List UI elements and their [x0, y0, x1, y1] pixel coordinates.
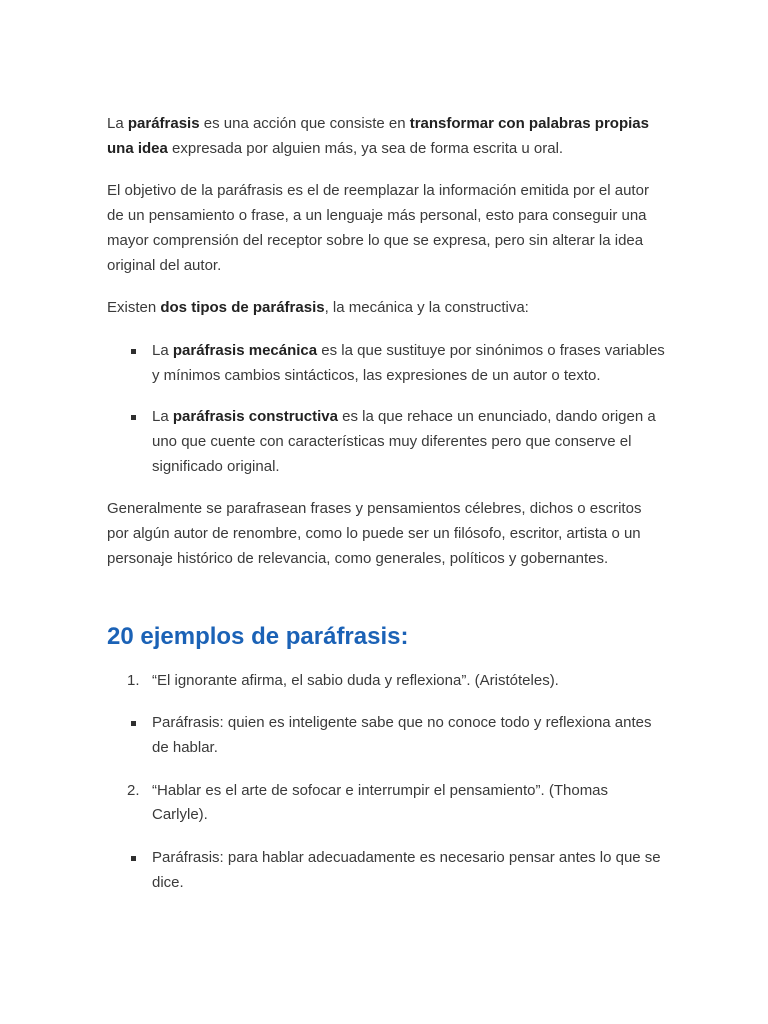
- intro-text-2: es una acción que consiste en: [199, 115, 410, 132]
- types-list: [107, 339, 667, 480]
- example-paraphrase-2: [107, 846, 667, 895]
- examples-heading: 20 ejemplos de paráfrasis:: [107, 622, 409, 650]
- example-paraphrase-1: [107, 711, 667, 760]
- article-body: [107, 112, 667, 913]
- square-bullet-icon: [131, 415, 136, 420]
- example-quote-text: “El ignorante afirma, el sabio duda y reflexiona”. (Aristóteles).: [152, 671, 559, 689]
- examples-list: [107, 669, 667, 896]
- list-item-constructiva: [107, 405, 667, 479]
- example-number: 2.: [127, 781, 140, 799]
- general-paragraph: Generalmente se parafrasean frases y pensamientos célebres, dichos o escritos por algún autor de renombre, como lo puede ser un filósofo, escritor, artista o un personaje histórico de relevancia, como generales, políticos y gobernantes.: [107, 500, 642, 567]
- type-text-1: La: [152, 341, 173, 359]
- square-bullet-icon: [131, 349, 136, 354]
- type-bold: paráfrasis constructiva: [172, 408, 338, 426]
- types-intro-text-2: , la mecánica y la constructiva:: [324, 299, 529, 317]
- intro-text-3: expresada por alguien más, ya sea de forma escrita u oral.: [167, 139, 564, 157]
- type-text-1: La: [152, 408, 173, 426]
- example-quote-1: [107, 669, 667, 694]
- objective-paragraph: El objetivo de la paráfrasis es el de reemplazar la información emitida por el autor de un pensamiento o frase, a un lenguaje más personal, esto para conseguir una mayor comprensión del receptor sobre lo que se expresa, pero sin alterar la idea original del autor.: [107, 182, 649, 274]
- example-paraphrase-text: Paráfrasis: para hablar adecuadamente es necesario pensar antes lo que se dice.: [152, 849, 661, 891]
- example-paraphrase-text: Paráfrasis: quien es inteligente sabe que no conoce todo y reflexiona antes de hablar.: [152, 714, 652, 756]
- list-item-mecanica: [107, 339, 667, 388]
- example-number: 1.: [127, 671, 140, 689]
- intro-paragraph: [107, 112, 667, 161]
- types-intro-bold: dos tipos de paráfrasis: [160, 299, 325, 317]
- types-intro-paragraph: [107, 296, 667, 321]
- intro-bold-1: paráfrasis: [127, 115, 200, 132]
- type-text-2: es la que sustituye por sinónimos o frases variables y mínimos cambios sintácticos, las expresiones de un autor o texto.: [152, 341, 665, 384]
- intro-bold-2: transformar con palabras propias una idea: [107, 115, 649, 157]
- type-bold: paráfrasis mecánica: [172, 341, 318, 359]
- type-text-2: es la que rehace un enunciado, dando origen a uno que cuente con características muy diferentes pero que conserve el significado original.: [152, 408, 656, 475]
- example-quote-2: [107, 779, 667, 828]
- square-bullet-icon: [131, 856, 136, 861]
- intro-text-1: La: [107, 115, 128, 132]
- example-quote-text: “Hablar es el arte de sofocar e interrumpir el pensamiento”. (Thomas Carlyle).: [152, 781, 609, 824]
- types-intro-text-1: Existen: [107, 299, 161, 317]
- square-bullet-icon: [131, 721, 136, 726]
